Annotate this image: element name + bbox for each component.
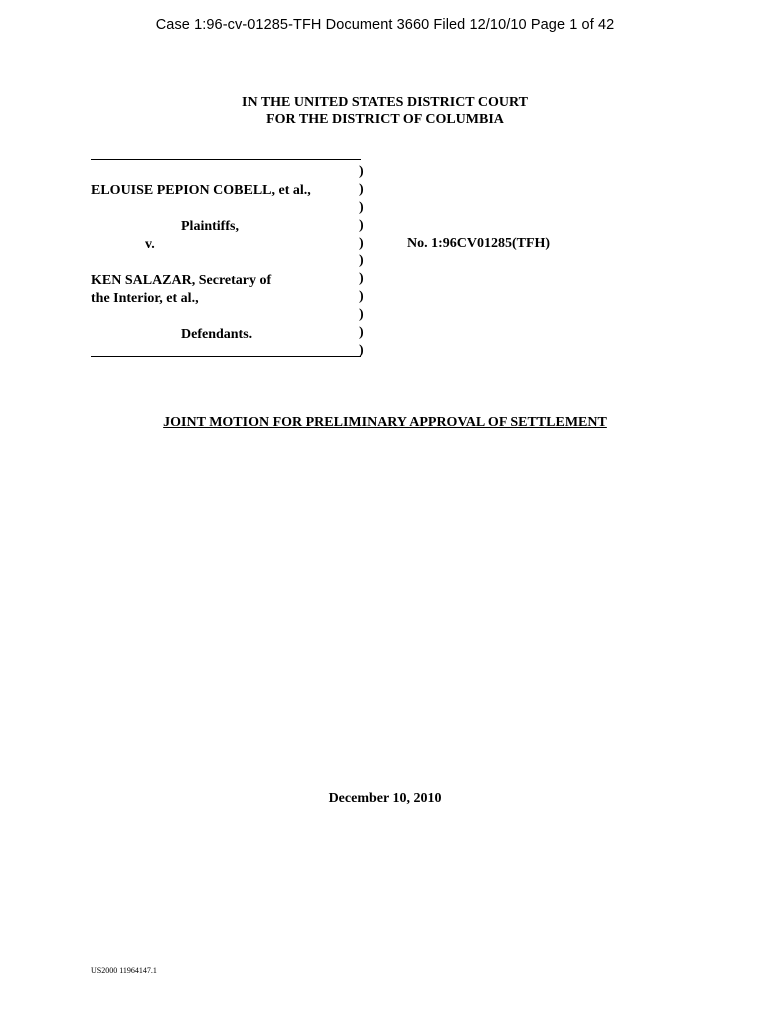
versus-label: v.: [145, 237, 155, 252]
caption-top-rule: [91, 159, 361, 160]
caption-paren: ): [359, 164, 364, 179]
plaintiff-name: ELOUISE PEPION COBELL, et al.,: [91, 183, 311, 198]
caption-paren: ): [359, 199, 364, 215]
defendant-name-line1: KEN SALAZAR, Secretary of: [91, 273, 272, 288]
document-date: December 10, 2010: [328, 791, 442, 806]
caption-bottom-rule: [91, 356, 361, 357]
caption-paren: ): [359, 325, 364, 341]
caption-paren: ): [359, 217, 364, 233]
caption-paren: ): [359, 307, 364, 323]
caption-paren: ): [359, 271, 364, 287]
document-title: JOINT MOTION FOR PRELIMINARY APPROVAL OF SETTLEMENT: [163, 415, 607, 430]
court-name-line: IN THE UNITED STATES DISTRICT COURT: [242, 95, 528, 110]
caption-paren: ): [359, 235, 364, 251]
caption-paren: ): [359, 342, 364, 358]
caption-paren: ): [359, 181, 364, 197]
footer-document-id: US2000 11964147.1: [91, 966, 157, 975]
ecf-filing-header: Case 1:96-cv-01285-TFH Document 3660 Filed 12/10/10 Page 1 of 42: [155, 17, 615, 33]
caption-paren-column: [359, 163, 371, 360]
caption-paren: ): [359, 289, 364, 305]
caption-paren: ): [359, 253, 364, 269]
case-number: No. 1:96CV01285(TFH): [407, 236, 551, 251]
court-district-line: FOR THE DISTRICT OF COLUMBIA: [266, 112, 504, 127]
court-heading: [0, 94, 770, 128]
defendant-role: Defendants.: [181, 327, 253, 342]
defendant-name-line2: the Interior, et al.,: [91, 291, 199, 306]
plaintiff-role: Plaintiffs,: [181, 219, 239, 234]
